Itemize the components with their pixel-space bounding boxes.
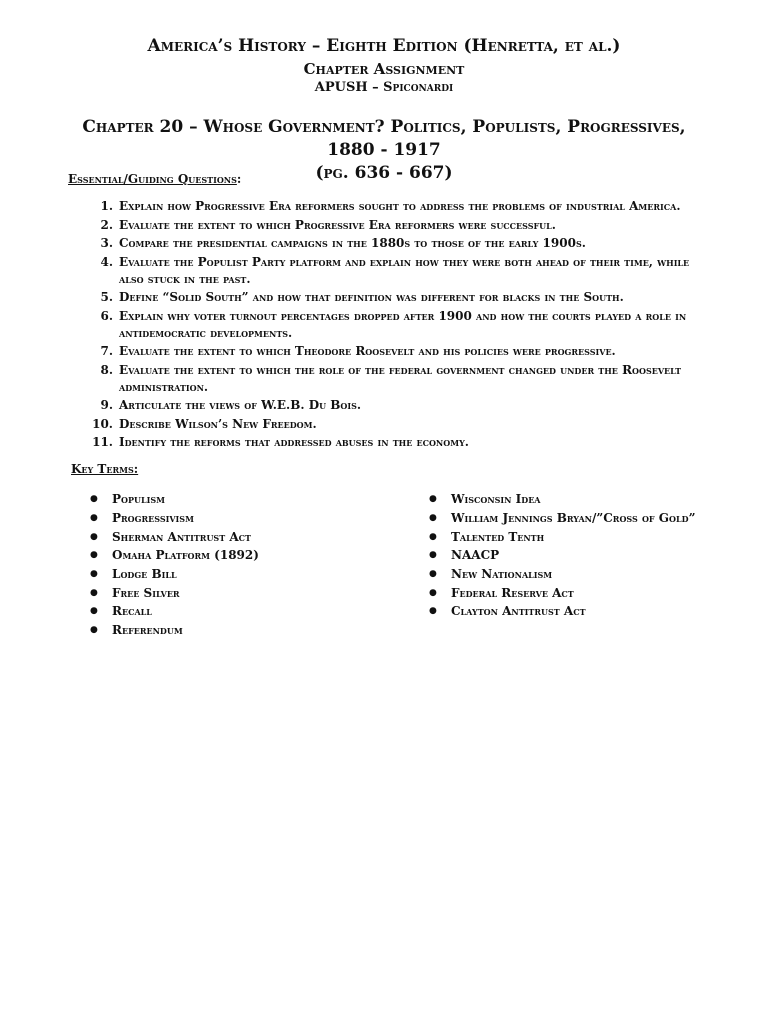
bullet-icon: ● bbox=[90, 606, 98, 617]
key-terms-right-column bbox=[429, 490, 749, 621]
document-title: America’s History – Eighth Edition (Henretta, et al.) bbox=[147, 36, 621, 56]
question-number: 2. bbox=[100, 217, 113, 232]
questions-heading bbox=[68, 172, 241, 186]
key-term-item bbox=[90, 602, 390, 621]
key-term-text: Clayton Antitrust Act bbox=[451, 604, 586, 619]
key-term-item bbox=[90, 583, 390, 602]
question-number: 4. bbox=[100, 254, 113, 269]
question-item bbox=[68, 343, 708, 360]
bullet-icon: ● bbox=[429, 513, 437, 524]
key-term-text: Wisconsin Idea bbox=[451, 492, 541, 507]
question-item bbox=[68, 434, 708, 451]
bullet-icon: ● bbox=[90, 625, 98, 636]
key-term-item bbox=[429, 583, 749, 602]
question-item bbox=[68, 217, 708, 234]
key-term-text: Talented Tenth bbox=[451, 529, 545, 544]
key-term-item bbox=[90, 565, 390, 584]
key-term-text: Free Silver bbox=[112, 585, 180, 600]
question-text: Define “Solid South” and how that definition was different for blacks in the South. bbox=[119, 290, 624, 304]
question-number: 8. bbox=[100, 362, 113, 377]
question-text: Identify the reforms that addressed abuses in the economy. bbox=[119, 435, 469, 449]
question-number: 1. bbox=[100, 199, 113, 213]
key-term-text: Sherman Antitrust Act bbox=[112, 529, 251, 544]
key-term-item bbox=[429, 546, 749, 565]
question-text: Evaluate the extent to which the role of the federal government changed under the Roosevelt administration. bbox=[119, 362, 682, 394]
question-item bbox=[68, 235, 708, 252]
bullet-icon: ● bbox=[90, 569, 98, 580]
question-number: 3. bbox=[100, 236, 113, 250]
question-text: Explain why voter turnout percentages dropped after 1900 and how the courts played a role in antidemocratic developments. bbox=[119, 308, 687, 340]
question-item bbox=[68, 254, 708, 288]
bullet-icon: ● bbox=[429, 550, 437, 561]
key-term-text: Progressivism bbox=[112, 511, 194, 526]
key-term-item bbox=[90, 490, 390, 509]
question-text: Evaluate the extent to which Progressive Era reformers were successful. bbox=[119, 217, 556, 232]
question-item bbox=[68, 289, 708, 306]
bullet-icon: ● bbox=[90, 550, 98, 561]
key-terms-left-column bbox=[90, 490, 390, 640]
question-number: 11. bbox=[92, 435, 113, 449]
question-item bbox=[68, 362, 708, 396]
question-item bbox=[68, 198, 708, 215]
document-subtitle: Chapter Assignment bbox=[303, 60, 465, 78]
key-term-item bbox=[90, 546, 390, 565]
key-term-item bbox=[90, 509, 390, 528]
key-term-text: Referendum bbox=[112, 623, 183, 638]
chapter-title: Chapter 20 – Whose Government? Politics, Populists, Progressives, 1880 - 1917 bbox=[82, 117, 686, 160]
bullet-icon: ● bbox=[429, 569, 437, 580]
questions-label-colon: : bbox=[236, 172, 242, 186]
question-text: Describe Wilson’s New Freedom. bbox=[119, 416, 317, 431]
bullet-icon: ● bbox=[90, 587, 98, 598]
question-text: Compare the presidential campaigns in the 1880s to those of the early 1900s. bbox=[119, 236, 586, 250]
key-term-text: Federal Reserve Act bbox=[451, 585, 574, 600]
key-term-text: Recall bbox=[112, 604, 152, 619]
question-number: 7. bbox=[100, 344, 113, 358]
bullet-icon: ● bbox=[90, 531, 98, 542]
key-term-item bbox=[90, 527, 390, 546]
bullet-icon: ● bbox=[429, 531, 437, 542]
key-terms-heading: Key Terms: bbox=[71, 462, 139, 476]
key-term-text: Populism bbox=[112, 492, 165, 507]
key-term-text: Lodge Bill bbox=[112, 567, 177, 582]
bullet-icon: ● bbox=[429, 587, 437, 598]
question-number: 5. bbox=[100, 290, 113, 304]
bullet-icon: ● bbox=[90, 494, 98, 505]
key-term-item bbox=[429, 509, 749, 528]
key-term-text: New Nationalism bbox=[451, 567, 553, 582]
questions-list bbox=[68, 198, 708, 453]
key-term-item bbox=[429, 490, 749, 509]
bullet-icon: ● bbox=[429, 606, 437, 617]
question-number: 10. bbox=[92, 416, 113, 431]
bullet-icon: ● bbox=[90, 513, 98, 524]
key-term-text: NAACP bbox=[451, 548, 500, 563]
question-text: Explain how Progressive Era reformers sought to address the problems of industrial America. bbox=[119, 199, 681, 213]
chapter-pages: (pg. 636 - 667) bbox=[315, 163, 453, 183]
question-item bbox=[68, 416, 708, 433]
questions-label: Essential/Guiding Questions bbox=[68, 172, 237, 186]
question-number: 6. bbox=[100, 308, 113, 323]
key-term-item bbox=[90, 621, 390, 640]
key-term-item bbox=[429, 565, 749, 584]
key-term-item bbox=[429, 602, 749, 621]
question-text: Evaluate the extent to which Theodore Roosevelt and his policies were progressive. bbox=[119, 344, 616, 358]
question-text: Articulate the views of W.E.B. Du Bois. bbox=[119, 398, 362, 412]
course-line: APUSH – Spiconardi bbox=[314, 80, 454, 95]
key-term-item bbox=[429, 527, 749, 546]
question-item bbox=[68, 397, 708, 414]
key-term-text: Omaha Platform (1892) bbox=[112, 548, 259, 563]
question-number: 9. bbox=[100, 398, 113, 412]
question-item bbox=[68, 308, 708, 342]
question-text: Evaluate the Populist Party platform and explain how they were both ahead of their time, while also stuck in the past. bbox=[119, 254, 690, 286]
bullet-icon: ● bbox=[429, 494, 437, 505]
key-term-text: William Jennings Bryan/”Cross of Gold” bbox=[451, 511, 696, 526]
